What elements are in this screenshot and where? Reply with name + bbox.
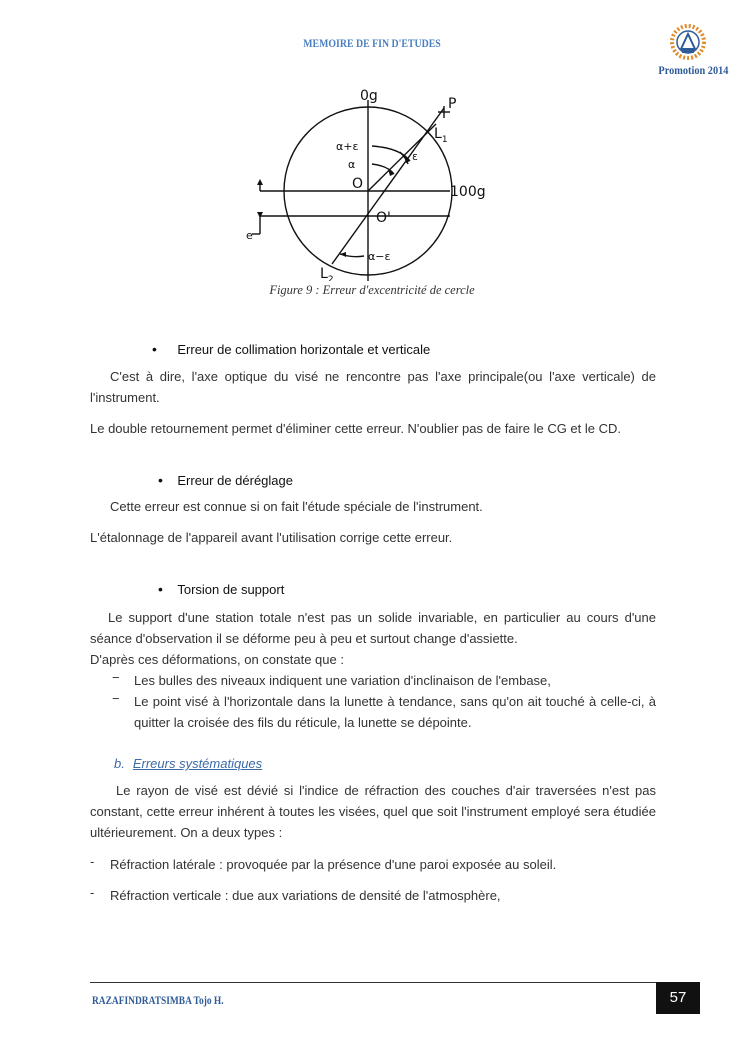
bullet: • bbox=[152, 341, 157, 357]
paragraph: Le double retournement permet d'éliminer cette erreur. N'oublier pas de faire le CG et le CD. bbox=[90, 421, 622, 436]
page-number: 57 bbox=[656, 982, 700, 1014]
label-l1: $L_1$ bbox=[434, 126, 448, 145]
label-p: P bbox=[448, 96, 457, 112]
footer-rule bbox=[90, 982, 656, 983]
heading-collimation bbox=[152, 341, 430, 359]
figure-caption: Figure 9 : Erreur d'excentricité de cercle bbox=[269, 283, 475, 297]
list-item: Réfraction latérale : provoquée par la présence d'une paroi exposée au soleil. bbox=[110, 857, 557, 872]
list-dash: − bbox=[112, 691, 120, 706]
label-100g: 100g bbox=[450, 184, 486, 200]
section-title: Erreurs systématiques bbox=[132, 756, 263, 771]
label-alpha: α bbox=[348, 158, 356, 171]
list-dash: - bbox=[90, 854, 95, 869]
label-eps: ε bbox=[412, 150, 418, 163]
footer-author: RAZAFINDRATSIMBA Tojo H. bbox=[92, 995, 224, 1007]
label-e: e bbox=[246, 229, 253, 242]
list-item: Le point visé à l'horizontale dans la lunette à tendance, sans qu'on ait touché à celle-ci, à quitter la croisée des fils du réticule, la lunette se dépointe. bbox=[134, 694, 656, 730]
running-header-title: MEMOIRE DE FIN D'ETUDES bbox=[303, 36, 441, 50]
bullet: • bbox=[158, 581, 163, 597]
promotion-label: Promotion 2014 bbox=[657, 63, 728, 77]
paragraph: D'après ces déformations, on constate que : bbox=[90, 652, 344, 667]
label-0g: 0g bbox=[360, 88, 378, 104]
list-dash: − bbox=[112, 670, 120, 685]
section-b-heading bbox=[114, 756, 262, 771]
paragraph: Le support d'une station totale n'est pas un solide invariable, en particulier au cours d'une séance d'observation il se déforme peu à peu et surtout change d'assiette. bbox=[90, 610, 656, 646]
bullet: • bbox=[158, 472, 163, 488]
heading-text: Erreur de déréglage bbox=[177, 473, 293, 488]
sight-line-o bbox=[368, 124, 436, 191]
heading-dereglage bbox=[158, 472, 293, 490]
heading-text: Torsion de support bbox=[177, 582, 285, 597]
paragraph: C'est à dire, l'axe optique du visé ne rencontre pas l'axe principale(ou l'axe verticale) de l'instrument. bbox=[90, 369, 656, 405]
list-item: Réfraction verticale : due aux variations de densité de l'atmosphère, bbox=[110, 888, 501, 903]
section-letter: b. bbox=[114, 756, 125, 771]
label-o: O bbox=[352, 176, 364, 192]
label-l2: $L_2$ bbox=[320, 266, 334, 281]
heading-torsion bbox=[158, 581, 284, 599]
label-alpha-plus-eps: α+ε bbox=[336, 140, 359, 153]
school-crest-icon bbox=[668, 22, 708, 62]
label-o-prime: O' bbox=[376, 210, 391, 226]
sight-line-l1-l2 bbox=[332, 108, 444, 264]
arc-alpha-plus-eps bbox=[372, 146, 410, 161]
heading-text: Erreur de collimation horizontale et verticale bbox=[177, 342, 431, 357]
list-dash: - bbox=[90, 885, 95, 900]
paragraph: Le rayon de visé est dévié si l'indice de réfraction des couches d'air traversées n'est pas constant, cette erreur inhérent à toutes les visées, quel que soit l'instrument employé sera étudiée ultérieurement. On a deux types : bbox=[90, 783, 656, 840]
list-item: Les bulles des niveaux indiquent une variation d'inclinaison de l'embase, bbox=[134, 673, 551, 688]
eccentricity-diagram bbox=[240, 86, 490, 281]
label-alpha-minus-eps: α−ε bbox=[368, 250, 391, 263]
paragraph: Cette erreur est connue si on fait l'étude spéciale de l'instrument. bbox=[110, 499, 483, 514]
paragraph: L'étalonnage de l'appareil avant l'utilisation corrige cette erreur. bbox=[90, 530, 453, 545]
